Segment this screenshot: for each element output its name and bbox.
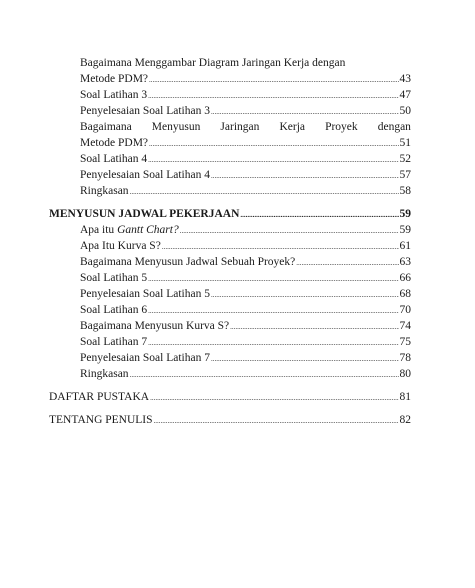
toc-page-number: 61 — [399, 240, 411, 252]
toc-entry-jadwal-proyek[interactable] — [80, 254, 411, 270]
toc-page-number: 57 — [399, 169, 411, 181]
toc-entry-title: Penyelesaian Soal Latihan 4 — [80, 169, 210, 181]
toc-entry-proyek[interactable] — [80, 135, 411, 151]
toc-word: Proyek — [325, 121, 358, 133]
toc-entry-title: Bagaimana Menggambar Diagram Jaringan Kerja dengan — [80, 57, 346, 69]
toc-entry-gantt-chart[interactable] — [80, 222, 411, 238]
toc-page-number: 66 — [399, 272, 411, 284]
toc-word: Bagaimana — [80, 121, 132, 133]
toc-entry-title: Penyelesaian Soal Latihan 5 — [80, 288, 210, 300]
toc-entry-title: Penyelesaian Soal Latihan 3 — [80, 105, 210, 117]
toc-entry-ringkasan-2[interactable] — [80, 366, 411, 382]
toc-entry-ringkasan-1[interactable] — [80, 183, 411, 199]
dot-leader — [180, 222, 399, 239]
toc-entry-title: Soal Latihan 4 — [80, 153, 148, 165]
dot-leader — [154, 412, 399, 429]
dot-leader — [296, 254, 398, 271]
toc-entry-title: Metode PDM? — [80, 137, 149, 149]
dot-leader — [149, 135, 398, 152]
toc-entry-penyelesaian-5[interactable] — [80, 286, 411, 302]
toc-entry-title: Bagaimana Menyusun Jadwal Sebuah Proyek? — [80, 256, 296, 268]
toc-entry-kurva-s[interactable] — [80, 238, 411, 254]
toc-entry-title: Ringkasan — [80, 185, 129, 197]
toc-entry-title: Soal Latihan 5 — [80, 272, 148, 284]
toc-entry-title: Soal Latihan 7 — [80, 336, 148, 348]
toc-page-number: 74 — [399, 320, 411, 332]
toc-entry-title: Penyelesaian Soal Latihan 7 — [80, 352, 210, 364]
toc-page-number: 43 — [399, 73, 411, 85]
dot-leader — [230, 318, 398, 335]
toc-word: Kerja — [279, 121, 305, 133]
toc-page-number: 59 — [399, 224, 411, 236]
toc-entry-penyelesaian-4[interactable] — [80, 167, 411, 183]
toc-entry-italic: Gantt Chart? — [117, 224, 179, 236]
toc-page-number: 58 — [399, 185, 411, 197]
dot-leader — [148, 270, 398, 287]
dot-leader — [130, 366, 399, 383]
toc-entry-diagram-line1 — [80, 55, 411, 71]
dot-leader — [211, 167, 399, 184]
dot-leader — [240, 206, 398, 223]
toc-page-number: 51 — [399, 137, 411, 149]
dot-leader — [148, 334, 398, 351]
toc-entry-title: Bagaimana Menyusun Kurva S? — [80, 320, 230, 332]
dot-leader — [211, 350, 399, 367]
toc-entry-title: Apa Itu Kurva S? — [80, 240, 161, 252]
toc-entry-susun-kurva-s[interactable] — [80, 318, 411, 334]
toc-entry-penyelesaian-7[interactable] — [80, 350, 411, 366]
toc-word: Menyusun — [151, 121, 201, 133]
toc-daftar-pustaka[interactable] — [49, 389, 411, 405]
toc-entry-title: Ringkasan — [80, 368, 129, 380]
toc-tentang-penulis[interactable] — [49, 412, 411, 428]
dot-leader — [162, 238, 399, 255]
toc-entry-diagram[interactable] — [80, 71, 411, 87]
dot-leader — [148, 302, 398, 319]
toc-chapter-title: DAFTAR PUSTAKA — [49, 391, 150, 403]
toc-entry-soal-latihan-5[interactable] — [80, 270, 411, 286]
toc-word: Jaringan — [220, 121, 260, 133]
dot-leader — [148, 151, 398, 168]
toc-page-number: 52 — [399, 153, 411, 165]
toc-word: dengan — [377, 121, 411, 133]
toc-page-number: 70 — [399, 304, 411, 316]
toc-page-number: 78 — [399, 352, 411, 364]
toc-entry-title: Soal Latihan 3 — [80, 89, 148, 101]
toc-entry-prefix: Apa itu — [80, 224, 118, 236]
toc-chapter-title: MENYUSUN JADWAL PEKERJAAN — [49, 208, 240, 220]
toc-chapter-title: TENTANG PENULIS — [49, 414, 153, 426]
toc-page-number: 47 — [399, 89, 411, 101]
toc-page-number: 68 — [399, 288, 411, 300]
toc-entry-proyek-line1 — [80, 119, 411, 135]
toc-page-number: 80 — [399, 368, 411, 380]
toc-entry-soal-latihan-4[interactable] — [80, 151, 411, 167]
toc-entry-soal-latihan-6[interactable] — [80, 302, 411, 318]
toc-chapter-jadwal[interactable] — [49, 206, 411, 222]
toc-entry-soal-latihan-3[interactable] — [80, 87, 411, 103]
dot-leader — [130, 183, 399, 200]
toc-page-number: 75 — [399, 336, 411, 348]
toc-page-number: 81 — [399, 391, 411, 403]
toc-entry-title — [80, 222, 179, 238]
toc-entry-penyelesaian-3[interactable] — [80, 103, 411, 119]
dot-leader — [148, 87, 398, 104]
toc-entry-title: Metode PDM? — [80, 73, 149, 85]
toc-page-number: 50 — [399, 105, 411, 117]
dot-leader — [149, 71, 398, 88]
toc-page-number: 59 — [399, 208, 411, 220]
dot-leader — [211, 286, 399, 303]
toc-page-number: 82 — [399, 414, 411, 426]
toc-page-number: 63 — [399, 256, 411, 268]
dot-leader — [211, 103, 399, 120]
toc-entry-title: Soal Latihan 6 — [80, 304, 148, 316]
dot-leader — [150, 389, 398, 406]
toc-entry-soal-latihan-7[interactable] — [80, 334, 411, 350]
